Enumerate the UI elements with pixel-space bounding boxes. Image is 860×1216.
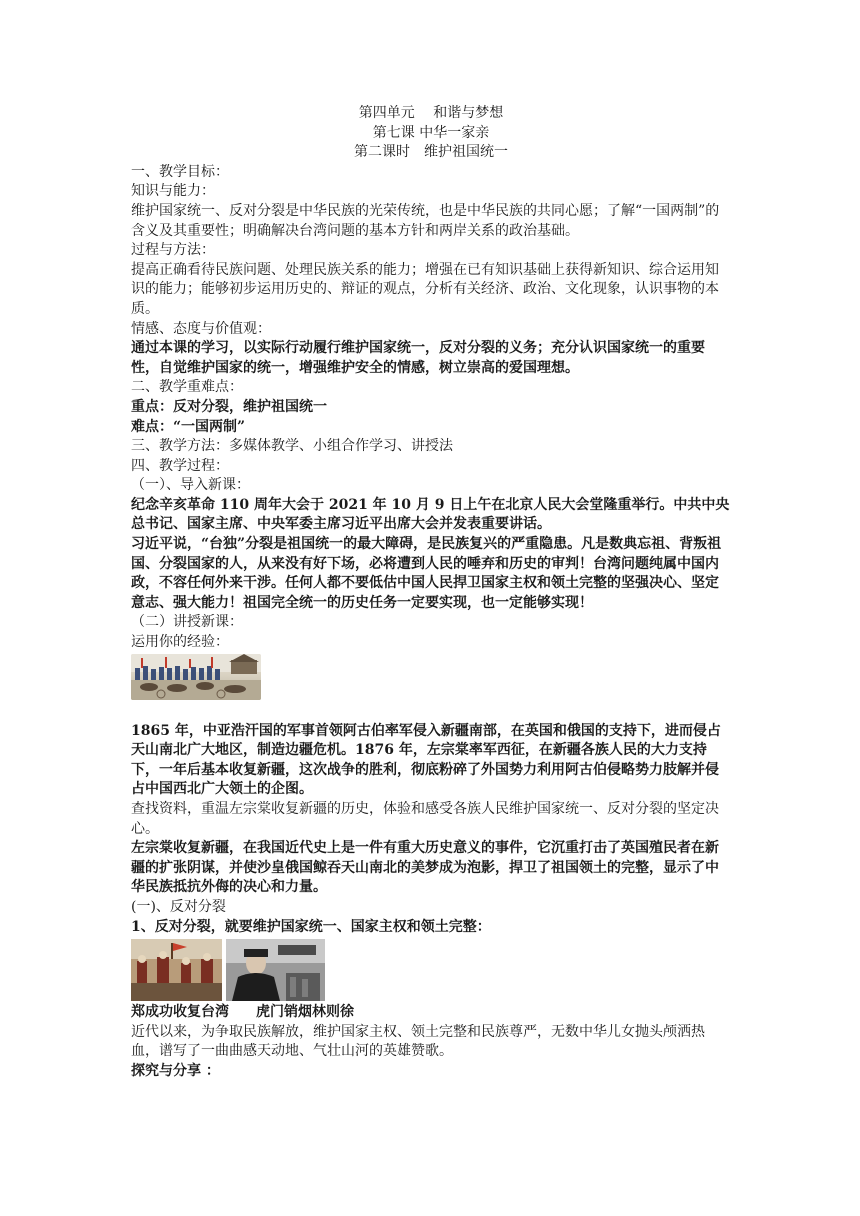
- lin-zexu-image: [226, 939, 325, 1001]
- section-objectives-heading: 一、教学目标：: [131, 163, 229, 180]
- intro-heading: （一）、导入新课：: [131, 477, 250, 494]
- xinjiang-campaign-image: [131, 654, 261, 700]
- image-captions: [131, 1003, 731, 1023]
- emotion-text: 通过本课的学习，以实际行动履行维护国家统一，反对分裂的义务；充分认识国家统一的重要性，自觉维护国家的统一，增强维护安全的情感，树立崇高的爱国理想。: [131, 340, 705, 376]
- zuo-zongtang-paragraph: 左宗棠收复新疆，在我国近代史上是一件有重大历史意义的事件，它沉重打击了英国殖民者在新疆的扩张阴谋，并使沙皇俄国鲸吞天山南北的美梦成为泡影，捍卫了祖国领土的完整，显示了中华民族抵抗外侮的决心和力量。: [131, 840, 719, 896]
- oppose-secession-heading: (一)、反对分裂: [131, 898, 226, 915]
- key-point: 重点：反对分裂，维护祖国统一: [131, 398, 327, 415]
- intro-paragraph-1: 纪念辛亥革命 110 周年大会于 2021 年 10 月 9 日上午在北京人民大会堂隆重举行。中共中央总书记、国家主席、中央军委主席习近平出席大会并发表重要讲话。: [131, 496, 730, 533]
- point-1: 1、反对分裂，就要维护国家统一、国家主权和领土完整：: [131, 918, 491, 935]
- research-paragraph: 查找资料，重温左宗棠收复新疆的历史，体验和感受各族人民维护国家统一、反对分裂的坚定决心。: [131, 801, 719, 837]
- period-title: 第二课时 维护祖国统一: [354, 144, 508, 161]
- section-process-heading: 四、教学过程：: [131, 457, 229, 474]
- history-images-row: [131, 939, 731, 1001]
- caption-zheng-chenggong: 郑成功收复台湾: [131, 1004, 229, 1021]
- section-methods-heading: 三、教学方法：多媒体教学、小组合作学习、讲授法: [131, 438, 453, 455]
- explore-share-label: 探究与分享 ：: [131, 1062, 220, 1079]
- emotion-heading: 情感、态度与价值观：: [131, 320, 271, 337]
- process-text: 提高正确看待民族问题、处理民族关系的能力；增强在已有知识基础上获得新知识、综合运用知识的能力；能够初步运用历史的、辩证的观点，分析有关经济、政治、文化现象，认识事物的本质。: [131, 261, 719, 317]
- zheng-chenggong-image: [131, 939, 222, 1001]
- experience-label: 运用你的经验：: [131, 634, 229, 651]
- knowledge-text: 维护国家统一、反对分裂是中华民族的光荣传统，也是中华民族的共同心愿；了解“一国两制”的含义及其重要性；明确解决台湾问题的基本方针和两岸关系的政治基础。: [131, 202, 720, 239]
- process-heading: 过程与方法：: [131, 242, 215, 259]
- difficult-point: 难点：“一国两制”: [131, 418, 246, 435]
- caption-lin-zexu: 虎门销烟林则徐: [256, 1004, 354, 1021]
- knowledge-heading: 知识与能力：: [131, 183, 215, 200]
- xinjiang-paragraph: 1865 年，中亚浩汗国的军事首领阿古伯率军侵入新疆南部，在英国和俄国的支持下，进而侵占天山南北广大地区，制造边疆危机。1876 年，左宗棠率军西征，在新疆各族人民的大力支持下，一年后基本收复新疆，这次战争的胜利，彻底粉碎了外国势力利用阿古伯侵略势力肢解并侵占中国西北广大领土的企图。: [131, 722, 721, 798]
- teach-heading: （二）讲授新课：: [131, 614, 243, 631]
- intro-paragraph-2: 习近平说，“台独”分裂是祖国统一的最大障碍，是民族复兴的严重隐患。凡是数典忘祖、背叛祖国、分裂国家的人，从来没有好下场，必将遭到人民的唾弃和历史的审判！台湾问题纯属中国内政，不容任何外来干涉。任何人都不要低估中国人民捍卫国家主权和领土完整的坚强决心、坚定意志、强大能力！祖国完全统一的历史任务一定要实现，也一定能够实现！: [131, 536, 722, 611]
- lesson-title: 第七课 中华一家亲: [372, 124, 490, 141]
- modern-history-paragraph: 近代以来，为争取民族解放，维护国家主权、领土完整和民族尊严，无数中华儿女抛头颅洒热血，谱写了一曲曲感天动地、气壮山河的英雄赞歌。: [131, 1023, 705, 1060]
- document-body: [131, 104, 731, 1082]
- unit-title: 第四单元 和谐与梦想: [358, 105, 504, 121]
- section-key-points-heading: 二、教学重难点：: [131, 379, 243, 396]
